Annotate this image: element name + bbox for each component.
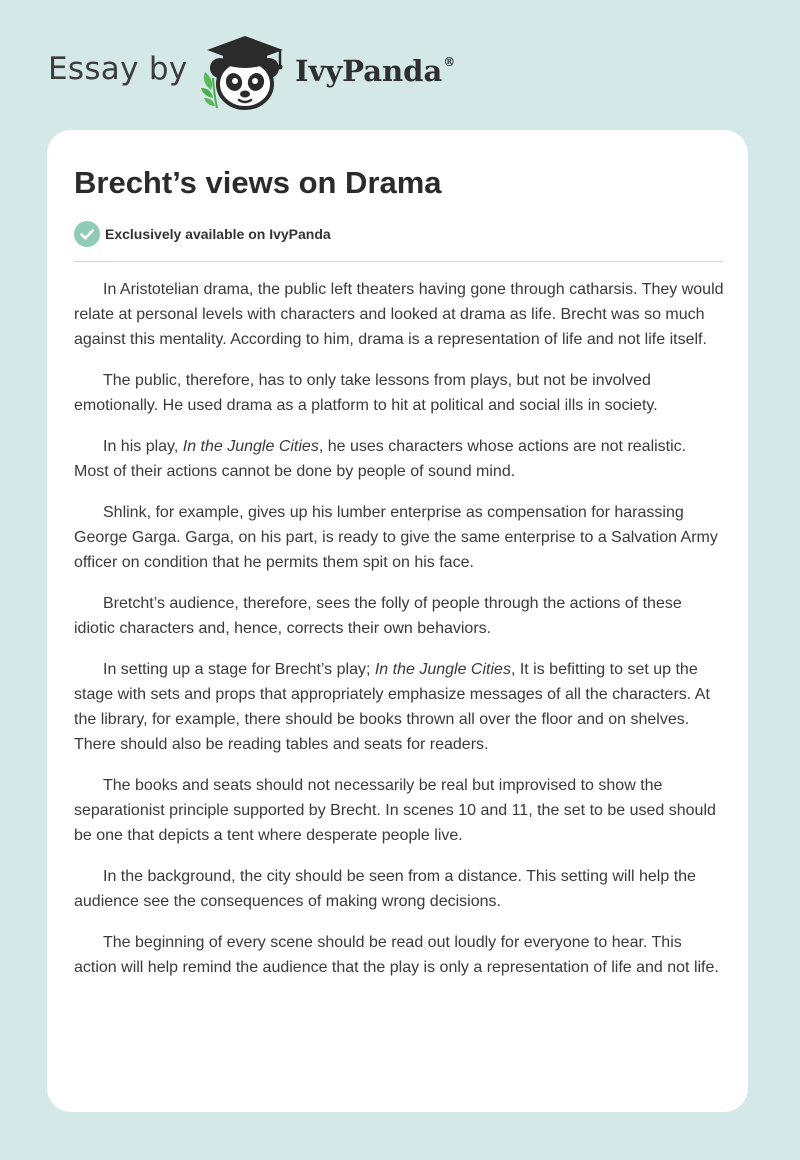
paragraph: In his play, In the Jungle Cities, he uses characters whose actions are not realistic. Most of their actions cannot be done by people of sound mind. (74, 438, 687, 480)
paragraph: Shlink, for example, gives up his lumber enterprise as compensation for harassing George Garga. Garga, on his part, is ready to give the same enterprise to a Salvation Army officer on condition that he permits them spit on his face. (74, 504, 718, 571)
paragraph: The beginning of every scene should be read out loudly for everyone to hear. This action will help remind the audience that the play is only a representation of life and not life. (74, 934, 719, 976)
check-circle-icon (74, 221, 100, 247)
essay-card (47, 130, 748, 1112)
essay-by-label: Essay by (48, 51, 188, 87)
play-title: In the Jungle Cities (374, 661, 511, 678)
essay-body (74, 277, 724, 996)
title-divider (74, 261, 723, 262)
panda-graduate-icon (201, 34, 291, 110)
brand-name: IvyPanda® (295, 54, 456, 88)
exclusive-label: Exclusively available on IvyPanda (105, 226, 331, 242)
paragraph: Bretcht’s audience, therefore, sees the folly of people through the actions of these idiotic characters and, hence, corrects their own behaviors. (74, 595, 682, 637)
page-title: Brecht’s views on Drama (74, 165, 442, 200)
paragraph: In setting up a stage for Brecht’s play; In the Jungle Cities, It is befitting to set up the stage with sets and props that appropriately emphasize messages of all the characters. At the library, for example, there should be books thrown all over the floor and on shelves. There should also be reading tables and seats for readers. (74, 661, 710, 753)
site-logo[interactable] (48, 34, 468, 110)
paragraph: In Aristotelian drama, the public left theaters having gone through catharsis. They would relate at personal levels with characters and looked at drama as life. Brecht was so much against this mentality. According to him, drama is a representation of life and not life itself. (74, 281, 724, 348)
paragraph: In the background, the city should be seen from a distance. This setting will help the audience see the consequences of making wrong decisions. (74, 868, 696, 910)
exclusive-badge (74, 221, 474, 247)
play-title: In the Jungle Cities (182, 438, 319, 455)
paragraph: The public, therefore, has to only take lessons from plays, but not be involved emotionally. He used drama as a platform to hit at political and social ills in society. (74, 372, 658, 414)
paragraph: The books and seats should not necessarily be real but improvised to show the separationist principle supported by Brecht. In scenes 10 and 11, the set to be used should be one that depicts a tent where desperate people live. (74, 777, 716, 844)
